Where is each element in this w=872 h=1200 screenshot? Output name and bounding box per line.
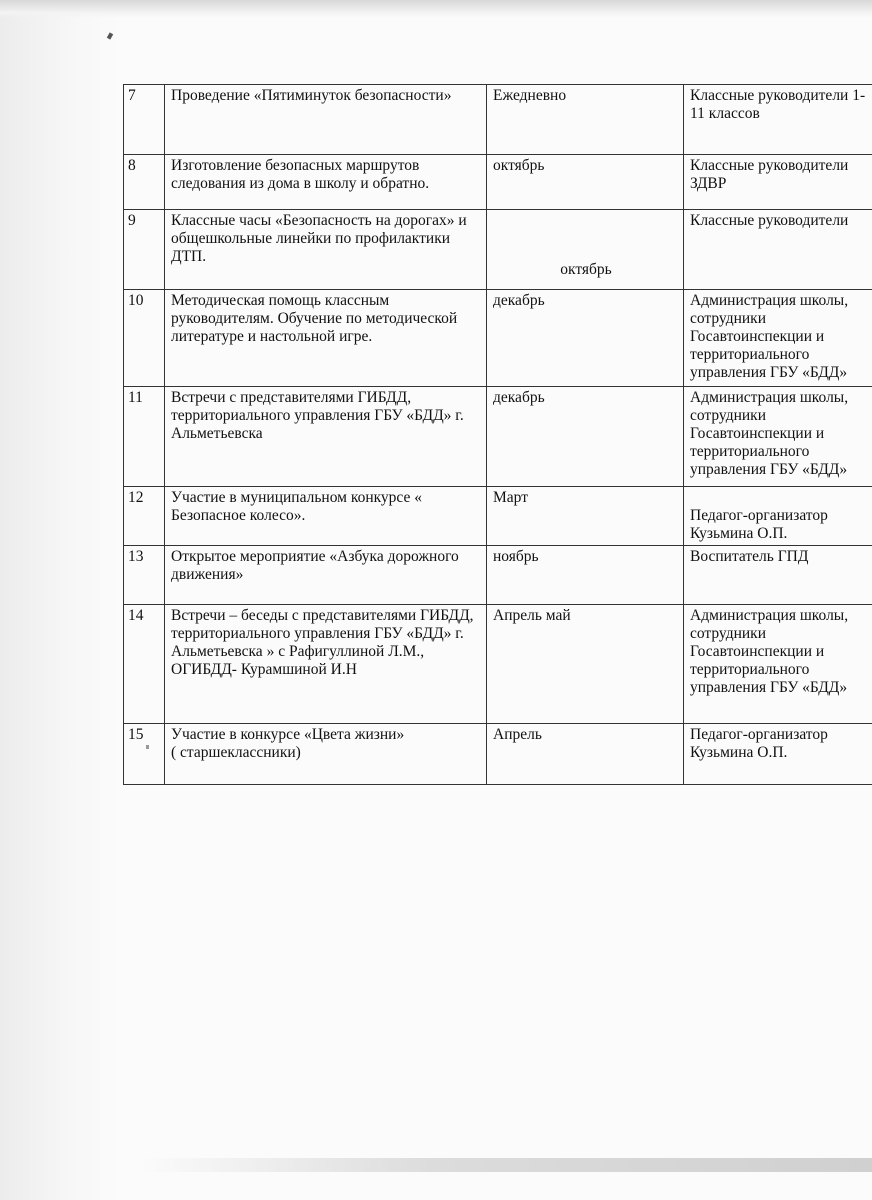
event-cell: Изготовление безопасных маршрутов следования из дома в школу и обратно.	[165, 155, 487, 210]
date-cell: декабрь	[487, 290, 684, 387]
table-row	[124, 546, 872, 605]
responsible-cell: Педагог-организатор Кузьмина О.П.	[684, 724, 872, 785]
responsible-cell: Администрация школы, сотрудники Госавтоинспекции и территориального управления ГБУ «БДД»	[684, 605, 872, 724]
responsible-cell: Администрация школы, сотрудники Госавтоинспекции и территориального управления ГБУ «БДД»	[684, 290, 872, 387]
date-cell: Март	[487, 487, 684, 546]
row-number: 7	[124, 85, 165, 155]
row-number: 10	[124, 290, 165, 387]
date-cell: Апрель	[487, 724, 684, 785]
event-cell: Открытое мероприятие «Азбука дорожного движения»	[165, 546, 487, 605]
event-cell: Участие в конкурсе «Цвета жизни» ( старшеклассники)	[165, 724, 487, 785]
responsible-cell: Классные руководители 1-11 классов	[684, 85, 872, 155]
event-cell: Встречи – беседы с представителями ГИБДД, территориального управления ГБУ «БДД» г. Альметьевска » с Рафигуллиной Л.М., ОГИБДД- Курамшиной И.Н	[165, 605, 487, 724]
row-number: 8	[124, 155, 165, 210]
date-cell: октябрь	[487, 210, 684, 290]
date-cell: Ежедневно	[487, 85, 684, 155]
events-table	[123, 84, 872, 785]
responsible-cell: Воспитатель ГПД	[684, 546, 872, 605]
event-cell: Классные часы «Безопасность на дорогах» и общешкольные линейки по профилактики ДТП.	[165, 210, 487, 290]
responsible-cell: Классные руководители ЗДВР	[684, 155, 872, 210]
date-cell: ноябрь	[487, 546, 684, 605]
responsible-cell: Классные руководители	[684, 210, 872, 290]
table-row	[124, 155, 872, 210]
date-cell: октябрь	[487, 155, 684, 210]
table-row	[124, 290, 872, 387]
table-row	[124, 487, 872, 546]
table-row	[124, 387, 872, 487]
responsible-cell: Администрация школы, сотрудники Госавтоинспекции и территориального управления ГБУ «БДД»	[684, 387, 872, 487]
row-number: 15	[124, 724, 165, 785]
scan-mark	[146, 745, 149, 749]
page-bottom-shadow	[140, 1158, 872, 1172]
row-number: 13	[124, 546, 165, 605]
page-edge-shadow	[0, 0, 120, 1200]
date-cell: Апрель май	[487, 605, 684, 724]
responsible-cell: Педагог-организатор Кузьмина О.П.	[684, 487, 872, 546]
event-cell: Проведение «Пятиминуток безопасности»	[165, 85, 487, 155]
table-row	[124, 724, 872, 785]
row-number: 12	[124, 487, 165, 546]
date-cell: декабрь	[487, 387, 684, 487]
event-cell: Встречи с представителями ГИБДД, территориального управления ГБУ «БДД» г. Альметьевска	[165, 387, 487, 487]
table-row	[124, 210, 872, 290]
row-number: 9	[124, 210, 165, 290]
page-top-shadow	[0, 0, 872, 18]
table-row	[124, 85, 872, 155]
event-cell: Участие в муниципальном конкурсе « Безопасное колесо».	[165, 487, 487, 546]
row-number: 11	[124, 387, 165, 487]
event-cell: Методическая помощь классным руководителям. Обучение по методической литературе и настольной игре.	[165, 290, 487, 387]
row-number: 14	[124, 605, 165, 724]
table-row	[124, 605, 872, 724]
